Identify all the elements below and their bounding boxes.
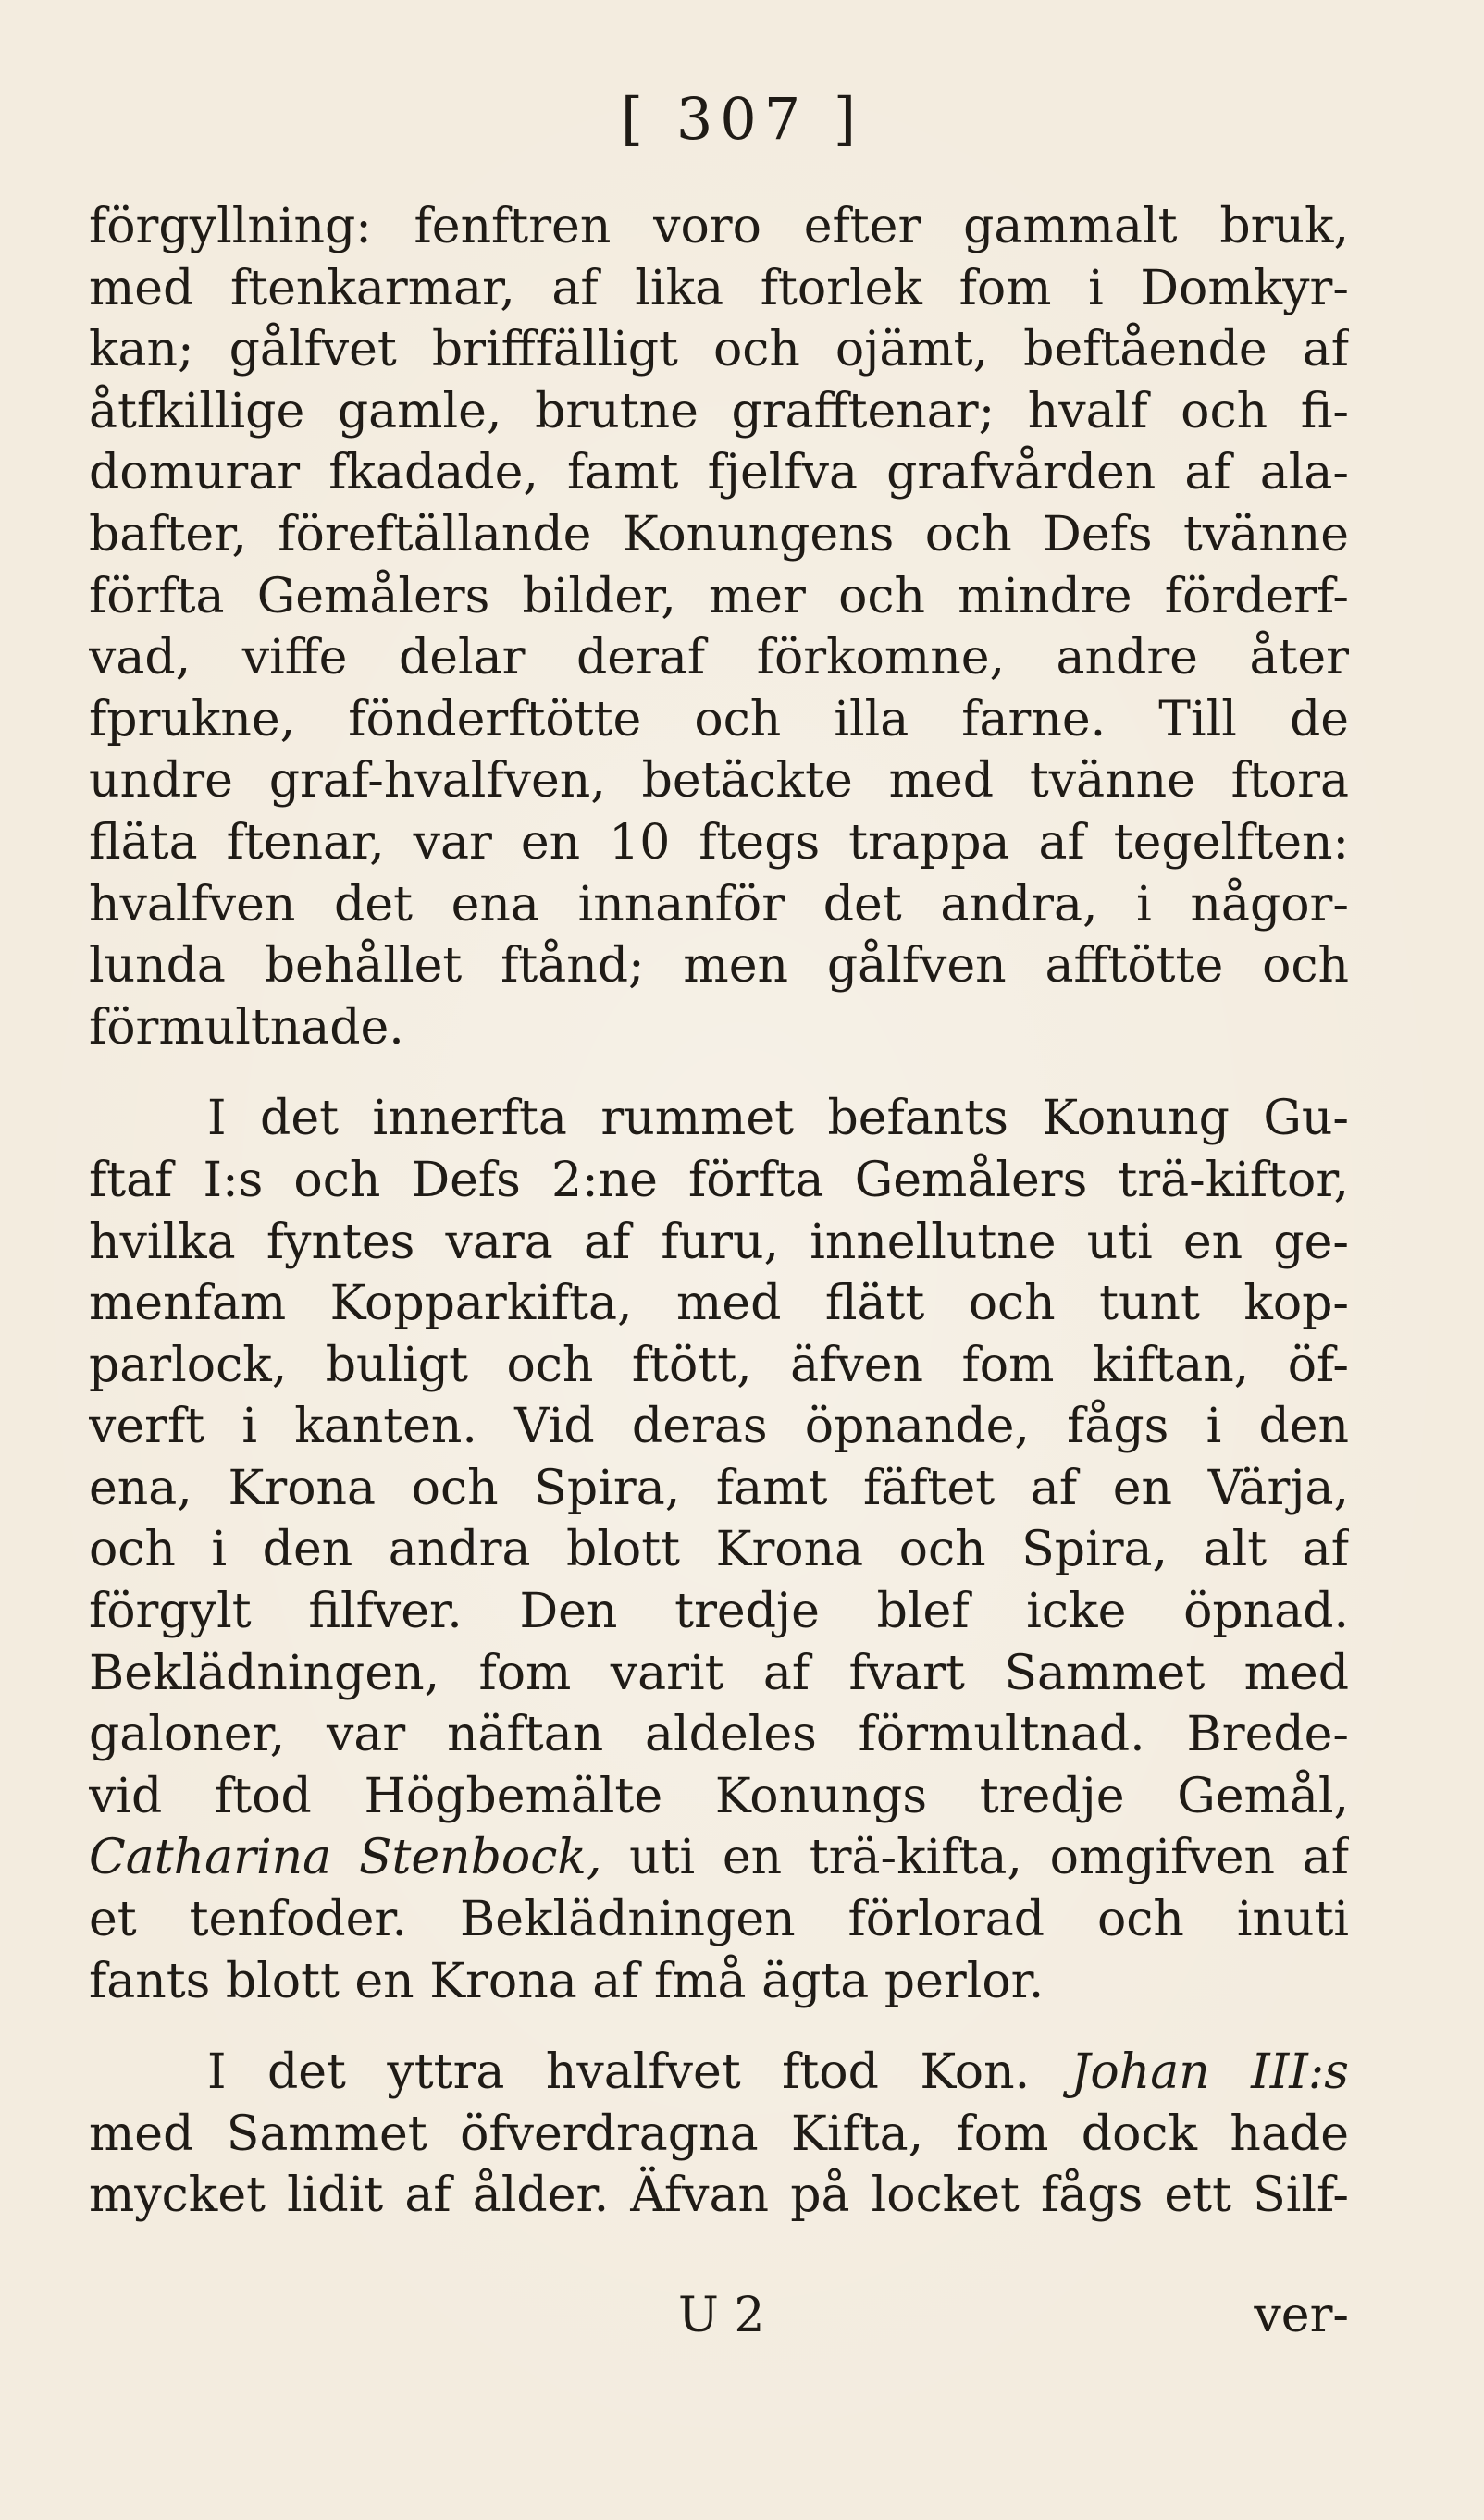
text-line: Catharina Stenbock, uti en trä-kifta, omgifven af	[89, 1830, 1349, 1886]
text-line: och i den andra blott Krona och Spira, alt af	[89, 1522, 1349, 1578]
text-line: ftaf I:s och Defs 2:ne förfta Gemålers trä-kiftor,	[89, 1152, 1349, 1208]
italic-name: Johan III:s	[1070, 2044, 1349, 2101]
text-line: Beklädningen, fom varit af fvart Sammet med	[89, 1645, 1349, 1701]
text-line: mycket lidit af ålder. Äfvan på locket fågs ett Silf-	[89, 2168, 1349, 2224]
page-number: [ 307 ]	[620, 85, 864, 153]
text-line: med ftenkarmar, af lika ftorlek fom i Domkyr-	[89, 260, 1349, 316]
text-line: verft i kanten. Vid deras öpnande, fågs i den	[89, 1399, 1349, 1455]
text-line: I det yttra hvalfvet ftod Kon. Johan III:s	[207, 2044, 1349, 2101]
italic-name: Catharina Stenbock,	[89, 1830, 602, 1886]
text-line: lunda behållet ftånd; men gålfven afftötte och	[89, 938, 1349, 994]
page-footer	[89, 2285, 1349, 2346]
paragraph-gap	[89, 1058, 1349, 1088]
text-line: menfam Kopparkifta, med flätt och tunt kop-	[89, 1276, 1349, 1332]
text-line: domurar fkadade, famt fjelfva grafvården af ala-	[89, 445, 1349, 501]
text-line: ena, Krona och Spira, famt fäftet af en Värja,	[89, 1460, 1349, 1516]
text-line: fläta ftenar, var en 10 ftegs trappa af tegelften:	[89, 814, 1349, 871]
text-line: hvalfven det ena innanför det andra, i någor-	[89, 876, 1349, 933]
text-line: parlock, buligt och ftött, äfven fom kiftan, öf-	[89, 1337, 1349, 1393]
text-line: förgylt filfver. Den tredje blef icke öpnad.	[89, 1584, 1349, 1640]
text-line: vid ftod Högbemälte Konungs tredje Gemål,	[89, 1768, 1349, 1824]
text-line: hvilka fyntes vara af furu, innellutne uti en ge-	[89, 1214, 1349, 1270]
paragraph-gap	[89, 2012, 1349, 2042]
text-line: fants blott en Krona af fmå ägta perlor.	[89, 1953, 1045, 2009]
text-line: förgyllning: fenftren voro efter gammalt bruk,	[89, 199, 1349, 254]
body-text	[89, 196, 1349, 2227]
text-line: vad, viffe delar deraf förkomne, andre åter	[89, 630, 1349, 686]
text-line: galoner, var näftan aldeles förmultnad. Brede-	[89, 1707, 1349, 1763]
text-line: fprukne, fönderftötte och illa farne. Till de	[89, 691, 1349, 747]
text-line: kan; gålfvet brifffälligt och ojämt, beftående af	[89, 322, 1349, 378]
signature-mark: U 2	[678, 2288, 765, 2343]
catchword: ver-	[1254, 2288, 1349, 2343]
text-line: förfta Gemålers bilder, mer och mindre förderf-	[89, 568, 1349, 624]
text-line: bafter, föreftällande Konungens och Defs tvänne	[89, 506, 1349, 562]
text-line: förmultnade.	[89, 999, 404, 1056]
text-line: med Sammet öfverdragna Kifta, fom dock hade	[89, 2106, 1349, 2162]
text-line: undre graf-hvalfven, betäckte med tvänne ftora	[89, 753, 1349, 809]
text-line: åtfkillige gamle, brutne grafftenar; hvalf och fi-	[89, 383, 1349, 439]
text-line: et tenfoder. Beklädningen förlorad och inuti	[89, 1892, 1349, 1948]
text-line: I det innerfta rummet befants Konung Gu-	[207, 1091, 1349, 1147]
